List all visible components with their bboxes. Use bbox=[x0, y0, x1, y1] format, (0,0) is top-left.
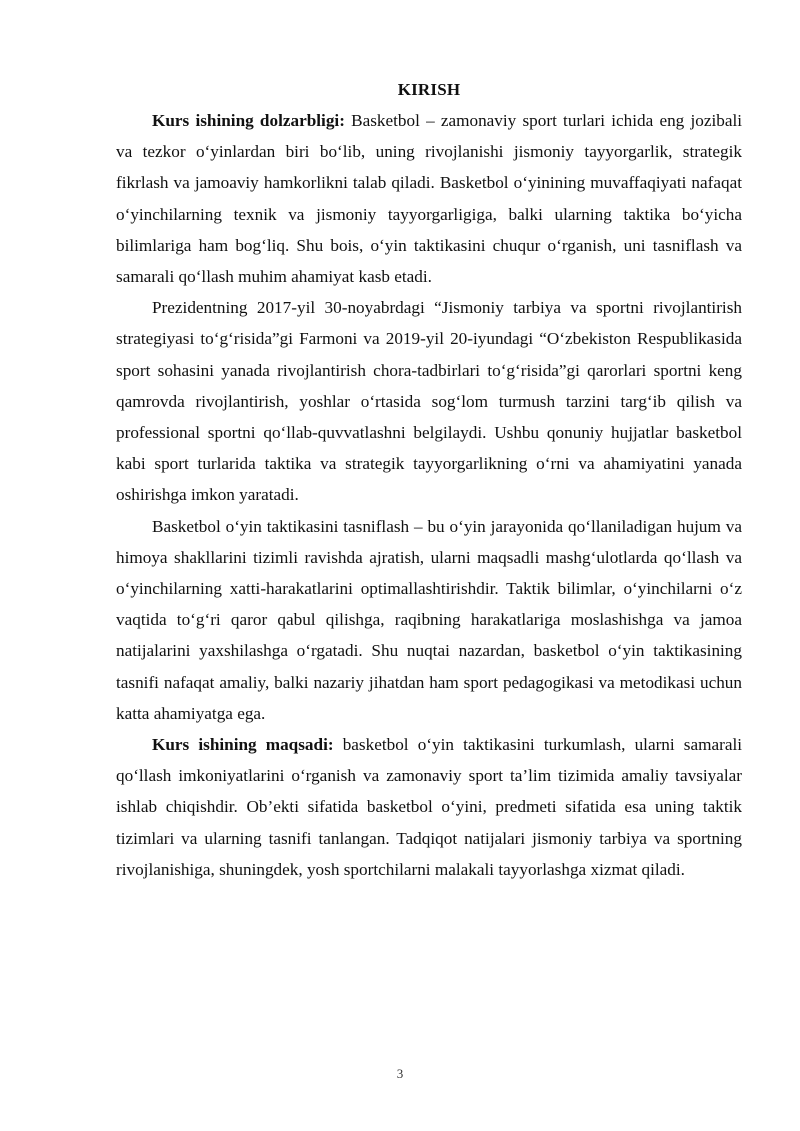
paragraph-text: Basketbol o‘yin taktikasini tasniflash – bu o‘yin jarayonida qo‘llaniladigan hujum va himoya shakllarini tizimli ravishda ajratish, ularni maqsadli mashg‘ulotlarda qo‘llash va o‘yinchilarning xatti-harakatlarini optimallashtirishdir. Taktik bilimlar, o‘yinchilarni o‘z vaqtida to‘g‘ri qaror qabul qilishga, raqibning harakatlariga moslashishga va jamoa natijalarini yaxshilashga o‘rgatadi. Shu nuqtai nazardan, basketbol o‘yin taktikasining tasnifi nafaqat amaliy, balki nazariy jihatdan ham sport pedagogikasi va metodikasi uchun katta ahamiyatga ega. bbox=[116, 516, 742, 723]
page-content bbox=[116, 74, 742, 885]
paragraph-classification bbox=[116, 511, 742, 729]
page-number: 3 bbox=[396, 1066, 404, 1081]
paragraph-legislation bbox=[116, 292, 742, 510]
paragraph-goal bbox=[116, 729, 742, 885]
paragraph-text: Basketbol – zamonaviy sport turlari ichida eng jozibali va tezkor o‘yinlardan biri bo‘lib, uning rivojlanishi jismoniy tayyorgarlik, strategik fikrlash va jamoaviy hamkorlikni talab qiladi. Basketbol o‘yinining muvaffaqiyati nafaqat o‘yinchilarning texnik va jismoniy tayyorgarligiga, balki ularning taktika bo‘yicha bilimlariga ham bog‘liq. Shu bois, o‘yin taktikasini chuqur o‘rganish, uni tasniflash va samarali qo‘llash muhim ahamiyat kasb etadi. bbox=[116, 111, 743, 287]
paragraph-text: Prezidentning 2017-yil 30-noyabrdagi “Jismoniy tarbiya va sportni rivojlantirish strategiyasi to‘g‘risida”gi Farmoni va 2019-yil 20-iyundagi “O‘zbekiston Respublikasida sport sohasini yanada rivojlantirish chora-tadbirlari to‘g‘risida”gi qarorlari sportni keng qamrovda rivojlantirish, yoshlar o‘rtasida sog‘lom turmush tarzini targ‘ib qilish va professional sportni qo‘llab-quvvatlashni belgilaydi. Ushbu qonuniy hujjatlar basketbol kabi sport turlarida taktika va strategik tayyorgarlikning o‘rni va ahamiyatini yanada oshirishga imkon yaratadi. bbox=[116, 298, 742, 505]
paragraph-relevance bbox=[116, 105, 742, 292]
section-heading: KIRISH bbox=[397, 80, 461, 99]
paragraph-lead: Kurs ishining dolzarbligi: bbox=[152, 111, 345, 130]
paragraph-lead: Kurs ishining maqsadi: bbox=[152, 735, 334, 755]
paragraph-text: basketbol o‘yin taktikasini turkumlash, ularni samarali qo‘llash imkoniyatlarini o‘rganish va zamonaviy sport ta’lim tizimida amaliy tavsiyalar ishlab chiqishdir. Ob’ekti sifatida basketbol o‘yini, predmeti sifatida esa uning taktik tizimlari va ularning tasnifi tanlangan. Tadqiqot natijalari jismoniy tarbiya va sportning rivojlanishiga, shuningdek, yosh sportchilarni malakali tayyorlashga xizmat qiladi. bbox=[116, 735, 743, 879]
